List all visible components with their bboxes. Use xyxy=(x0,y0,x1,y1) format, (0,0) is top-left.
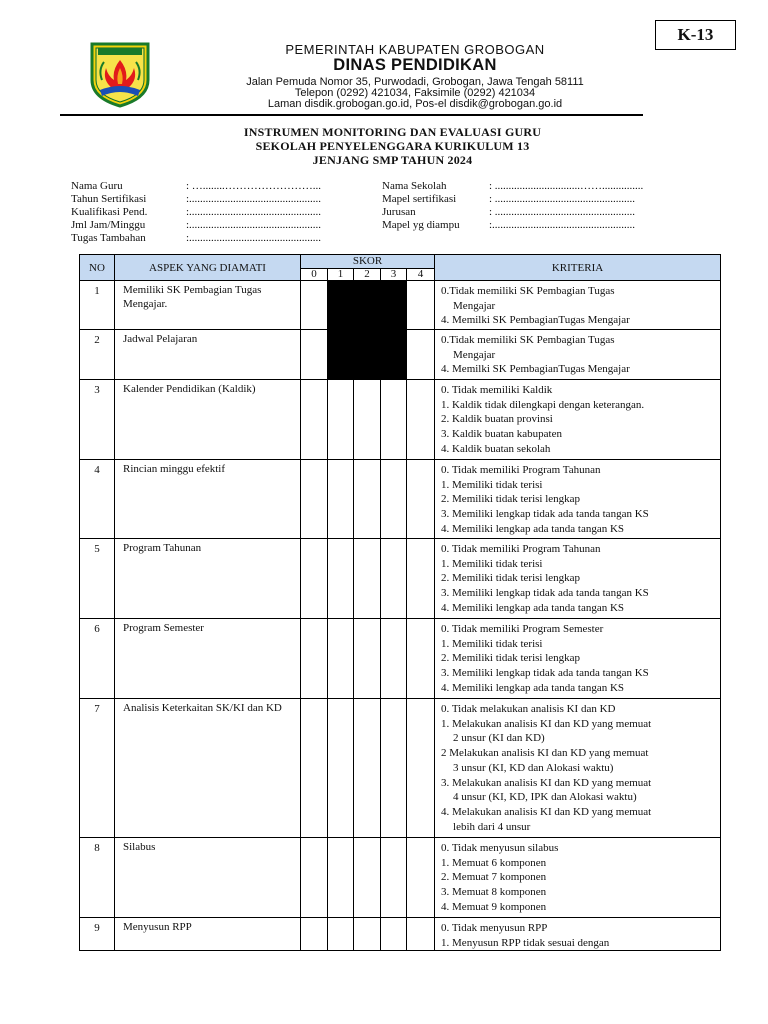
skor-cell[interactable] xyxy=(407,460,435,539)
skor-level: 3 xyxy=(381,269,407,281)
skor-level: 0 xyxy=(301,269,328,281)
skor-cell[interactable] xyxy=(354,619,381,699)
kriteria-item: lebih dari 4 unsur xyxy=(453,820,531,833)
skor-cell[interactable] xyxy=(328,619,354,699)
row-aspek: Memiliki SK Pembagian Tugas Mengajar. xyxy=(115,281,301,330)
kriteria-item: 2 unsur (KI dan KD) xyxy=(453,732,545,745)
kriteria-item: 0. Tidak memiliki Program Semester xyxy=(441,623,604,635)
skor-cell[interactable] xyxy=(381,460,407,539)
kriteria-item: 1. Memuat 6 komponen xyxy=(441,856,547,869)
kriteria-item: 1. Menyusun RPP tidak sesuai dengan xyxy=(441,936,610,949)
info-label: Kualifikasi Pend. xyxy=(71,206,148,218)
kriteria-item: 2. Memiliki tidak terisi lengkap xyxy=(441,493,581,506)
row-aspek: Analisis Keterkaitan SK/KI dan KD xyxy=(115,699,301,838)
doc-title-1: INSTRUMEN MONITORING DAN EVALUASI GURU xyxy=(243,125,542,139)
skor-cell[interactable] xyxy=(407,380,435,460)
skor-cell[interactable] xyxy=(381,380,407,460)
skor-cell-disabled xyxy=(354,281,381,330)
info-value[interactable]: :................................................ xyxy=(186,206,322,218)
kriteria-item: 0.Tidak memiliki SK Pembagian Tugas xyxy=(441,285,615,297)
kriteria-item: 4. Memuat 9 komponen xyxy=(441,900,547,913)
table-row xyxy=(80,380,721,460)
row-no: 7 xyxy=(80,699,115,838)
info-label: Mapel yg diampu xyxy=(382,219,460,231)
kriteria-item: 1. Kaldik tidak dilengkapi dengan keterangan. xyxy=(441,398,645,411)
kriteria-item: Mengajar xyxy=(453,348,496,361)
kriteria-item: 3. Memiliki lengkap tidak ada tanda tangan KS xyxy=(441,667,649,680)
kriteria-item: 1. Melakukan analisis KI dan KD yang memuat xyxy=(441,717,652,730)
kriteria-item: 4 unsur (KI, KD, IPK dan Alokasi waktu) xyxy=(453,791,637,804)
header-government: PEMERINTAH KABUPATEN GROBOGAN xyxy=(285,42,545,57)
skor-cell[interactable] xyxy=(407,539,435,619)
info-value[interactable]: :................................................ xyxy=(186,219,322,231)
kriteria-item: 1. Memiliki tidak terisi xyxy=(441,637,543,650)
monitoring-table xyxy=(79,254,721,951)
header-divider xyxy=(60,114,643,116)
row-kriteria xyxy=(435,380,721,460)
skor-cell[interactable] xyxy=(301,330,328,380)
skor-cell[interactable] xyxy=(354,460,381,539)
skor-cell[interactable] xyxy=(328,699,354,838)
skor-cell[interactable] xyxy=(407,619,435,699)
info-label: Tahun Sertifikasi xyxy=(71,193,147,205)
skor-cell[interactable] xyxy=(381,699,407,838)
kriteria-item: 2. Memiliki tidak terisi lengkap xyxy=(441,652,581,665)
kriteria-item: 4. Memilki SK PembagianTugas Mengajar xyxy=(441,314,630,327)
kriteria-item: 2. Memiliki tidak terisi lengkap xyxy=(441,572,581,585)
table-row xyxy=(80,619,721,699)
skor-cell[interactable] xyxy=(381,918,407,951)
header-address: Jalan Pemuda Nomor 35, Purwodadi, Grobogan, Jawa Tengah 58111 xyxy=(246,76,584,88)
row-kriteria xyxy=(435,539,721,619)
row-aspek: Kalender Pendidikan (Kaldik) xyxy=(115,380,301,460)
table-row xyxy=(80,539,721,619)
skor-cell-disabled xyxy=(381,281,407,330)
kriteria-item: 0. Tidak melakukan analisis KI dan KD xyxy=(441,703,616,715)
table-row xyxy=(80,918,721,951)
skor-cell[interactable] xyxy=(354,918,381,951)
kriteria-item: 3 unsur (KI, KD dan Alokasi waktu) xyxy=(453,761,614,774)
row-no: 4 xyxy=(80,460,115,539)
form-code: K-13 xyxy=(677,25,714,44)
row-no: 1 xyxy=(80,281,115,330)
kriteria-item: 4. Memilki SK PembagianTugas Mengajar xyxy=(441,363,630,376)
row-no: 6 xyxy=(80,619,115,699)
kriteria-item: 3. Memiliki lengkap tidak ada tanda tangan KS xyxy=(441,508,649,521)
row-aspek: Program Semester xyxy=(115,619,301,699)
table-row xyxy=(80,699,721,838)
kriteria-item: 3. Kaldik buatan kabupaten xyxy=(441,428,562,441)
grobogan-emblem-logo xyxy=(88,40,152,108)
info-value[interactable]: : …........……………………... xyxy=(186,180,322,192)
kriteria-item: 0. Tidak menyusun silabus xyxy=(441,842,559,854)
form-code-box xyxy=(655,20,736,50)
kriteria-item: 2. Memuat 7 komponen xyxy=(441,871,547,884)
skor-cell[interactable] xyxy=(301,281,328,330)
kriteria-item: 3. Memuat 8 komponen xyxy=(441,886,547,899)
skor-cell-disabled xyxy=(354,330,381,380)
skor-cell[interactable] xyxy=(301,380,328,460)
row-kriteria xyxy=(435,460,721,539)
info-label: Nama Sekolah xyxy=(382,180,447,192)
skor-cell[interactable] xyxy=(381,539,407,619)
row-aspek: Program Tahunan xyxy=(115,539,301,619)
kriteria-item: 0. Tidak memiliki Program Tahunan xyxy=(441,464,601,476)
kriteria-item: 2. Kaldik buatan provinsi xyxy=(441,413,553,426)
row-aspek: Rincian minggu efektif xyxy=(115,460,301,539)
info-label: Nama Guru xyxy=(71,180,123,192)
header-phone: Telepon (0292) 421034, Faksimile (0292) 421034 xyxy=(294,87,536,99)
kriteria-item: Mengajar xyxy=(453,299,496,312)
skor-cell[interactable] xyxy=(328,539,354,619)
info-left-labels xyxy=(71,180,147,245)
skor-cell[interactable] xyxy=(354,699,381,838)
skor-cell-disabled xyxy=(328,330,354,380)
skor-cell[interactable] xyxy=(407,330,435,380)
skor-level: 2 xyxy=(354,269,381,281)
kriteria-item: 4. Memiliki lengkap ada tanda tangan KS xyxy=(441,681,625,694)
info-value[interactable]: :................................................ xyxy=(186,232,322,244)
col-header-kriteria: KRITERIA xyxy=(435,255,721,281)
skor-cell[interactable] xyxy=(354,380,381,460)
kriteria-item: 2 Melakukan analisis KI dan KD yang memuat xyxy=(441,747,649,760)
table-row xyxy=(80,330,721,380)
info-label: Jml Jam/Minggu xyxy=(71,219,146,231)
skor-cell[interactable] xyxy=(328,380,354,460)
info-right-values xyxy=(489,180,643,232)
kriteria-item: 0.Tidak memiliki SK Pembagian Tugas xyxy=(441,334,615,346)
row-no: 9 xyxy=(80,918,115,951)
header-agency: DINAS PENDIDIKAN xyxy=(333,56,497,74)
kriteria-item: 4. Memiliki lengkap ada tanda tangan KS xyxy=(441,601,625,614)
kriteria-item: 1. Memiliki tidak terisi xyxy=(441,557,543,570)
col-header-skor: SKOR xyxy=(301,255,435,269)
info-value[interactable]: :.................................................... xyxy=(489,219,636,231)
row-aspek: Menyusun RPP xyxy=(115,918,301,951)
info-right-labels xyxy=(382,180,460,232)
kriteria-item: 1. Memiliki tidak terisi xyxy=(441,478,543,491)
kriteria-item: 0. Tidak memiliki Kaldik xyxy=(441,384,553,396)
skor-cell[interactable] xyxy=(301,539,328,619)
row-kriteria xyxy=(435,918,721,951)
row-kriteria xyxy=(435,699,721,838)
skor-cell[interactable] xyxy=(328,838,354,918)
skor-cell[interactable] xyxy=(301,838,328,918)
skor-cell[interactable] xyxy=(301,918,328,951)
row-no: 2 xyxy=(80,330,115,380)
col-header-no: NO xyxy=(80,255,115,281)
info-label: Mapel sertifikasi xyxy=(382,193,457,205)
kriteria-item: 4. Memiliki lengkap ada tanda tangan KS xyxy=(441,522,625,535)
info-value[interactable]: : ...............................……............... xyxy=(489,180,644,192)
skor-cell[interactable] xyxy=(301,619,328,699)
skor-cell[interactable] xyxy=(407,918,435,951)
info-label: Tugas Tambahan xyxy=(71,232,146,244)
skor-level: 1 xyxy=(328,269,354,281)
kriteria-item: 4. Melakukan analisis KI dan KD yang memuat xyxy=(441,805,652,818)
table-row xyxy=(80,838,721,918)
table-row xyxy=(80,460,721,539)
row-kriteria xyxy=(435,330,721,380)
col-header-aspek: ASPEK YANG DIAMATI xyxy=(115,255,301,281)
row-kriteria xyxy=(435,838,721,918)
skor-level: 4 xyxy=(407,269,435,281)
kriteria-item: 4. Kaldik buatan sekolah xyxy=(441,442,551,455)
skor-cell[interactable] xyxy=(381,838,407,918)
info-left-values xyxy=(186,180,321,245)
doc-title-3: JENJANG SMP TAHUN 2024 xyxy=(312,153,473,167)
skor-cell[interactable] xyxy=(301,460,328,539)
row-kriteria xyxy=(435,281,721,330)
skor-cell[interactable] xyxy=(407,281,435,330)
info-value[interactable]: : ................................................... xyxy=(489,206,636,218)
info-value[interactable]: : ................................................... xyxy=(489,193,636,205)
skor-cell[interactable] xyxy=(328,918,354,951)
skor-cell[interactable] xyxy=(381,619,407,699)
row-kriteria xyxy=(435,619,721,699)
skor-cell[interactable] xyxy=(354,539,381,619)
skor-cell[interactable] xyxy=(407,838,435,918)
kriteria-item: 3. Melakukan analisis KI dan KD yang memuat xyxy=(441,776,652,789)
table-row xyxy=(80,281,721,330)
kriteria-item: 3. Memiliki lengkap tidak ada tanda tangan KS xyxy=(441,587,649,600)
skor-cell-disabled xyxy=(381,330,407,380)
skor-cell[interactable] xyxy=(301,699,328,838)
header-web: Laman disdik.grobogan.go.id, Pos-el disdik@grobogan.go.id xyxy=(267,98,563,110)
kriteria-item: 0. Tidak menyusun RPP xyxy=(441,922,548,934)
row-aspek: Silabus xyxy=(115,838,301,918)
row-no: 8 xyxy=(80,838,115,918)
row-aspek: Jadwal Pelajaran xyxy=(115,330,301,380)
skor-cell[interactable] xyxy=(354,838,381,918)
skor-cell[interactable] xyxy=(328,460,354,539)
skor-cell-disabled xyxy=(328,281,354,330)
kriteria-item: 0. Tidak memiliki Program Tahunan xyxy=(441,543,601,555)
info-value[interactable]: :................................................ xyxy=(186,193,322,205)
row-no: 5 xyxy=(80,539,115,619)
skor-cell[interactable] xyxy=(407,699,435,838)
doc-title-2: SEKOLAH PENYELENGGARA KURIKULUM 13 xyxy=(255,139,530,153)
info-label: Jurusan xyxy=(382,206,416,218)
row-no: 3 xyxy=(80,380,115,460)
